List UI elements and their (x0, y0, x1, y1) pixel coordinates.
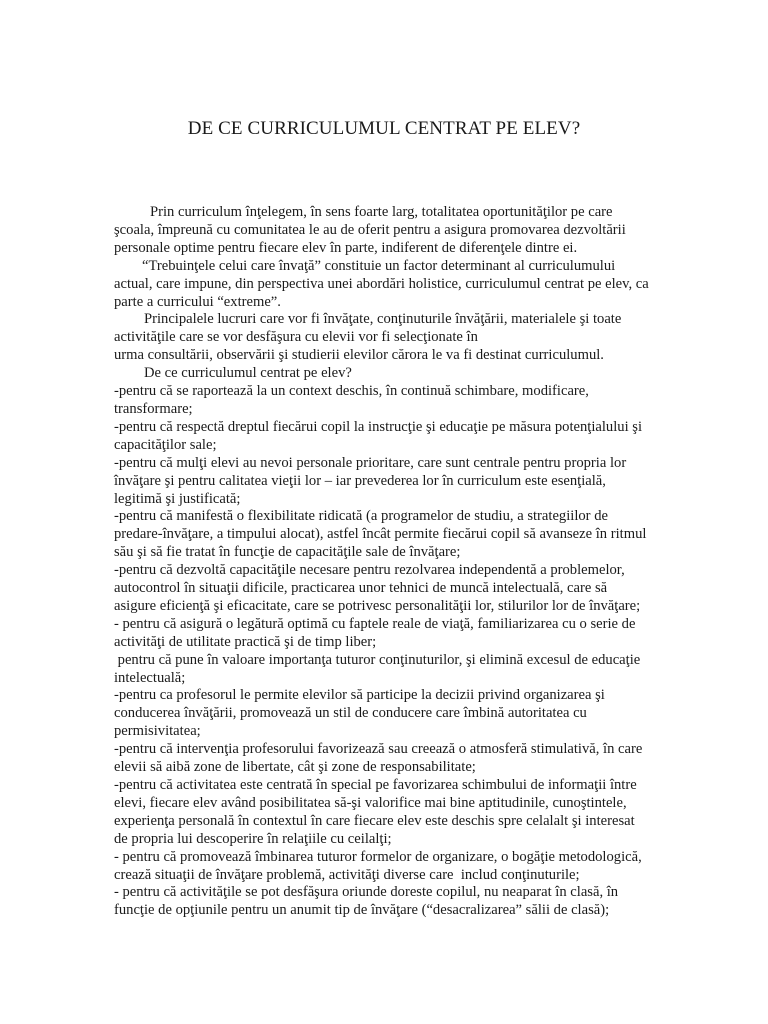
text-line: urma consultării, observării şi studierii elevilor cărora le va fi destinat curriculumul. (114, 347, 604, 364)
text-line: -pentru că intervenţia profesorului favorizează sau creează o atmosferă stimulativă, în care (114, 741, 643, 758)
text-line: Prin curriculum înţelegem, în sens foarte larg, totalitatea oportunităţilor pe care (150, 204, 613, 220)
text-line: legitimă şi justificată; (114, 490, 241, 507)
text-line: conducerea învăţării, promovează un stil de conducere care îmbină autoritatea cu (114, 705, 587, 722)
text-line: -pentru că se raportează la un context deschis, în continuă schimbare, modificare, (114, 383, 589, 400)
text-line: actual, care impune, din perspectiva unei abordări holistice, curriculumul centrat pe elev, ca (114, 275, 649, 292)
text-line: transformare; (114, 400, 193, 417)
text-line: permisivitatea; (114, 723, 201, 740)
text-line: - pentru că asigură o legătură optimă cu faptele reale de viaţă, familiarizarea cu o serie de (114, 615, 636, 632)
text-line: -pentru ca profesorul le permite elevilor să participe la decizii privind organizarea şi (114, 687, 605, 704)
document-title: DE CE CURRICULUMUL CENTRAT PE ELEV? (187, 118, 581, 139)
text-line: său şi să fie tratat în funcţie de capacităţile sale de învăţare; (114, 544, 461, 561)
text-line: asigure eficienţă şi eficacitate, care se potrivesc personalităţii lor, stilurilor lor de învăţare; (114, 597, 641, 614)
text-line: de propria lui descoperire în relaţiile cu ceilalţi; (114, 830, 392, 847)
text-line: crează situaţii de învăţare problemă, activităţi diverse care includ conţinuturile; (114, 866, 580, 883)
text-line: -pentru că manifestă o flexibilitate ridicată (a programelor de studiu, a strategiilor de (114, 508, 608, 525)
text-line: De ce curriculumul centrat pe elev? (144, 365, 352, 382)
text-line: personale optime pentru fiecare elev în parte, indiferent de diferenţele dintre ei. (114, 239, 578, 256)
text-line: experienţa personală în contextul în care fiecare elev este deschis spre celalalt şi interesat (114, 812, 635, 829)
text-line: pentru că pune în valoare importanţa tuturor conţinuturilor, şi elimină excesul de educaţie (114, 651, 641, 668)
document-body (114, 204, 674, 920)
text-line: autocontrol în situaţii dificile, practicarea unor tehnici de muncă intelectuală, care să (114, 580, 608, 597)
text-line: -pentru că dezvoltă capacităţile necesare pentru rezolvarea independentă a problemelor, (114, 562, 625, 579)
text-line: elevii să aibă zone de libertate, cât şi zone de responsabilitate; (114, 759, 476, 776)
text-line: -pentru că respectă dreptul fiecărui copil la instrucţie şi educaţie pe măsura potenţialului şi (114, 418, 643, 435)
text-line: elevi, fiecare elev având posibilitatea să-şi valorifice mai bine aptitudinile, cunoştintele, (114, 794, 627, 811)
text-line: - pentru că activităţile se pot desfăşura oriunde doreste copilul, nu neaparat în clasă, în (114, 884, 619, 901)
text-line: capacităţilor sale; (114, 436, 217, 453)
text-line: învăţare şi pentru calitatea vieţii lor – iar prevederea lor în curriculum este esenţială, (114, 472, 606, 489)
text-line: activităţile care se vor desfăşura cu elevii vor fi selecţionate în (114, 329, 478, 346)
text-line: parte a curricului “extreme”. (114, 293, 281, 310)
text-line: - pentru că promovează îmbinarea tuturor formelor de organizare, o bogăţie metodologică, (114, 848, 642, 865)
text-line: -pentru că activitatea este centrată în special pe favorizarea schimbului de informaţii între (114, 777, 637, 793)
text-line: intelectuală; (114, 669, 186, 686)
text-line: Principalele lucruri care vor fi învăţate, conţinuturile învăţării, materialele şi toate (144, 311, 622, 328)
text-line: funcţie de opţiunile pentru un anumit tip de învăţare (“desacralizarea” sălii de clasă); (114, 902, 610, 919)
text-line: predare-învăţare, a timpului alocat), astfel încât permite fiecărui copil să avanseze în ritmul (114, 526, 647, 543)
text-line: activităţi de utilitate practică şi de timp liber; (114, 633, 377, 650)
text-line: -pentru că mulţi elevi au nevoi personale prioritare, care sunt centrale pentru propria lor (114, 454, 627, 471)
text-line: “Trebuinţele celui care învaţă” constituie un factor determinant al curriculumului (142, 257, 616, 274)
text-line: şcoala, împreună cu comunitatea le au de oferit pentru a asigura promovarea dezvoltării (114, 221, 626, 238)
